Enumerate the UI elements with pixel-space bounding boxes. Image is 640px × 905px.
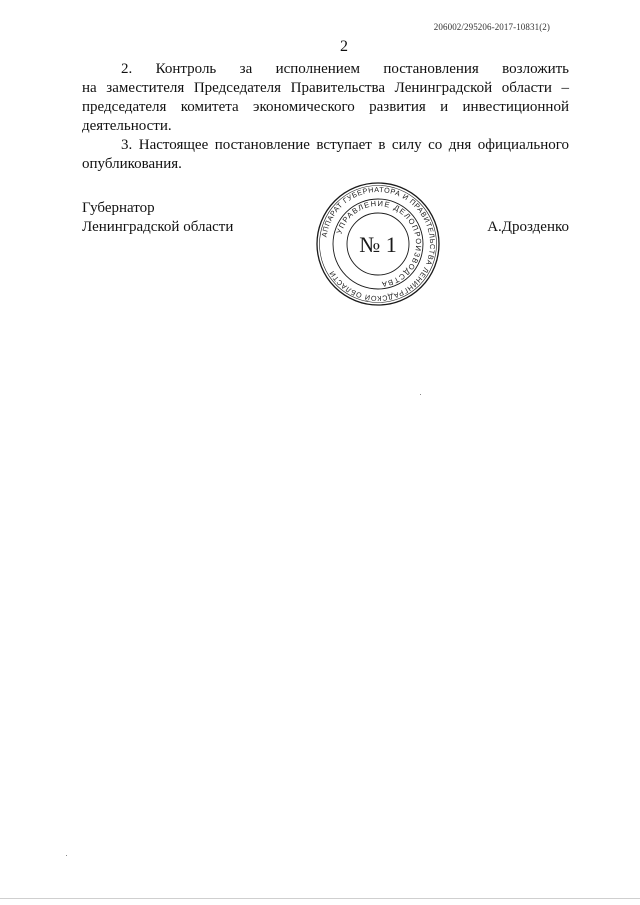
paragraph-3: 3. Настоящее постановление вступает в силу со дня официального опубликования. (82, 137, 569, 172)
paragraph-2-continuation: на заместителя Председателя Правительства Ленинградской области – председателя комитета экономического развития и инвестиционной деятельности. (82, 80, 569, 134)
stamp-seal-icon (314, 180, 442, 308)
stamp-number: № 1 (359, 232, 397, 257)
paragraph-2-first-line: 2. Контроль за исполнением постановления возложить (121, 61, 569, 77)
scan-edge-line (0, 898, 640, 899)
official-stamp (314, 180, 442, 308)
signatory-region: Ленинградской области (82, 219, 234, 235)
scan-speck (420, 394, 421, 395)
signatory-title: Губернатор (82, 200, 155, 216)
signatory-name: А.Дрозденко (487, 219, 569, 235)
stamp-inner-text: УПРАВЛЕНИЕ ДЕЛОПРОИЗВОДСТВА (334, 198, 424, 289)
document-id: 206002/295206-2017-10831(2) (433, 22, 550, 32)
stamp-outer-text: АППАРАТ ГУБЕРНАТОРА И ПРАВИТЕЛЬСТВА ЛЕНИНГРАДСКОЙ ОБЛАСТИ (319, 184, 438, 304)
scan-speck (66, 855, 67, 856)
signatory-position (82, 199, 233, 237)
page-number: 2 (340, 38, 348, 55)
document-body (82, 60, 569, 174)
